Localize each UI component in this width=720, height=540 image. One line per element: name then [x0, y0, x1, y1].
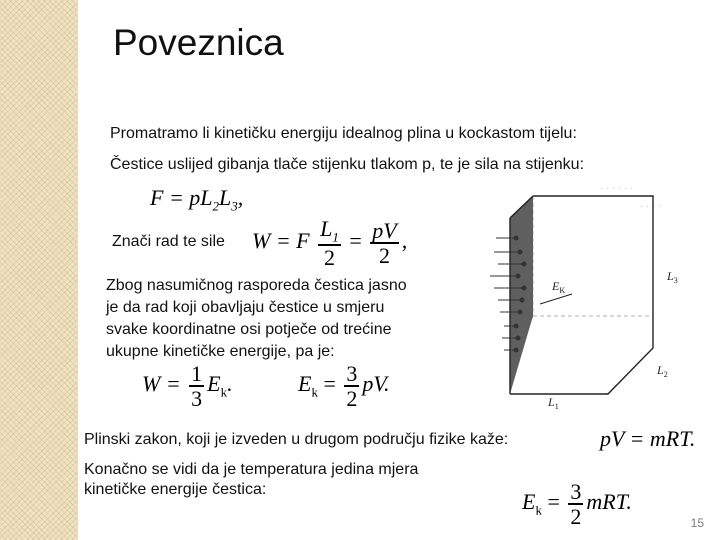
force-sub-3: 3 [231, 198, 238, 214]
para-line-4: ukupne kinetičke energije, pa je: [106, 343, 335, 360]
ekrt-eq: = [547, 489, 560, 515]
work-den2: 2 [379, 243, 391, 269]
l1-label: $L_1$ [548, 395, 559, 410]
ek-rt-formula [522, 480, 632, 528]
work-fraction-2 [370, 219, 398, 267]
ek-eq: = [323, 371, 336, 397]
gas-law-formula: pV = mRT. [600, 426, 696, 451]
para-line-3: svake koordinatne osi potječe od trećine [106, 321, 392, 338]
para-line-1: Zbog nasumičnog rasporeda čestica jasno [106, 277, 407, 294]
ek-sub: k [311, 384, 318, 400]
work-fraction-1 [318, 217, 341, 269]
w-third-formula [142, 362, 233, 410]
ek-tail: . [383, 371, 390, 397]
ekrt-den: 2 [570, 504, 582, 530]
l2-label: $L_2$ [657, 363, 668, 379]
w3-tail: . [227, 371, 233, 397]
work-lhs: W = F [252, 228, 310, 254]
ek-label: $E_K$ [552, 279, 566, 295]
w3-lhs: W = [142, 371, 181, 397]
ekrt-fraction [568, 480, 583, 528]
w3-fraction [189, 362, 204, 410]
force-tail: , [237, 185, 244, 210]
para-line-2: je da rad koji obavljaju čestice u smjeru [106, 299, 385, 316]
work-den1: 2 [324, 245, 335, 271]
ekrt-tail: . [626, 489, 632, 515]
conclusion-line-1: Konačno se vidi da je temperatura jedina mjera [84, 461, 419, 478]
shaded-wall [510, 196, 533, 394]
force-lhs: F = pL [150, 185, 213, 210]
w3-num: 1 [191, 361, 203, 386]
ekrt-num: 3 [570, 479, 582, 504]
work-num1: L [320, 216, 333, 241]
force-mid: L [219, 185, 232, 210]
work-formula [246, 215, 413, 271]
slide-title: Poveznica [113, 22, 284, 63]
ek-formula [298, 362, 389, 410]
work-num1-sub: 1 [332, 229, 339, 245]
ek-num: 3 [346, 361, 358, 386]
ek-fraction [344, 362, 359, 410]
w3-den: 3 [191, 386, 203, 412]
decorative-sidebar [0, 0, 78, 540]
force-formula [150, 185, 243, 214]
ek-den: 2 [346, 386, 358, 412]
work-tail: , [401, 228, 408, 254]
page-number: 15 [690, 516, 704, 530]
scan-bleed-text: . . . . [640, 196, 661, 210]
cube-diagram [448, 188, 703, 410]
text-line-1: Promatramo li kinetičku energiju idealnog plina u kockastom tijelu: [110, 125, 577, 142]
conclusion-line-2: kinetičke energije čestica: [84, 481, 267, 498]
ekrt-sub: k [535, 502, 542, 518]
ek-pointer [540, 294, 572, 304]
l3-label: $L_3$ [667, 269, 678, 285]
w3-rhs: E [207, 371, 221, 397]
text-line-3: Znači rad te sile [112, 233, 225, 250]
w3-sub: k [220, 384, 228, 400]
ek-lhs: E [298, 371, 312, 397]
force-sub-2: 2 [212, 198, 220, 214]
ek-rhs: pV [362, 371, 384, 397]
text-line-2: Čestice uslijed gibanja tlače stijenku tlakom p, te je sila na stijenku: [110, 156, 585, 173]
scan-bleed-text: . . . . . . [600, 178, 633, 192]
ekrt-rhs: mRT [586, 489, 627, 515]
ekrt-lhs: E [522, 489, 536, 515]
gas-law-text: Plinski zakon, koji je izveden u drugom području fizike kaže: [84, 431, 509, 448]
work-num2: pV [372, 217, 397, 243]
work-eq: = [349, 228, 362, 254]
